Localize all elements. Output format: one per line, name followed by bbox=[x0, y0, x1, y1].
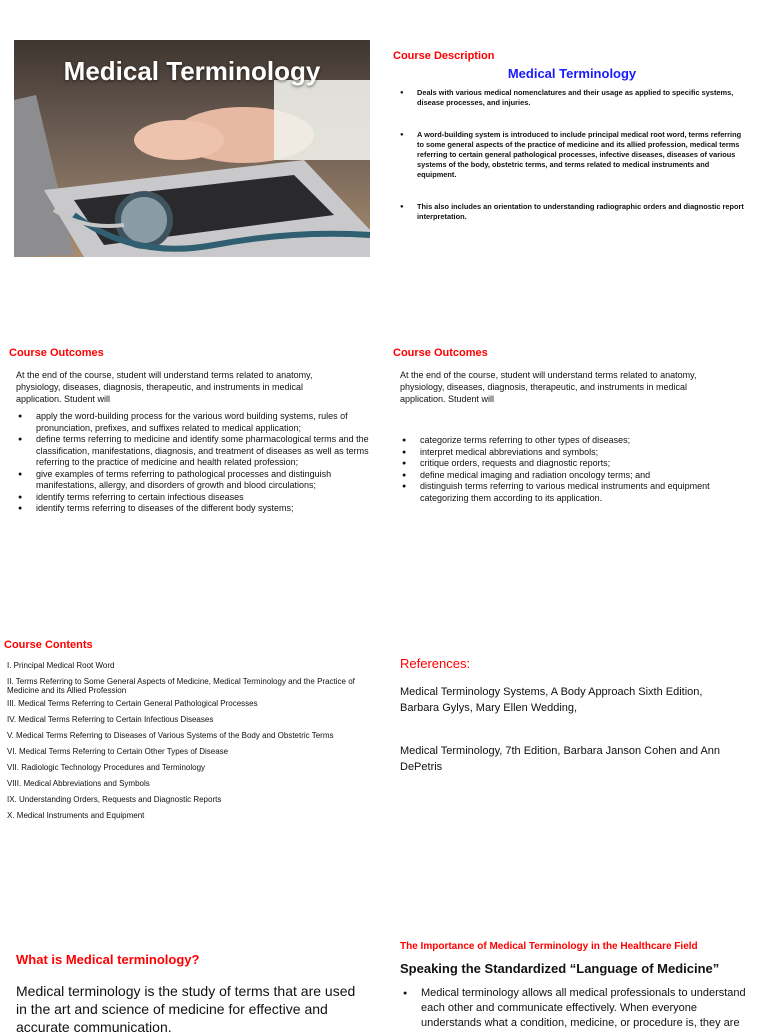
list-item: ● Deals with various medical nomenclatures and their usage as applied to specific systems, disease processes, and injuries. bbox=[397, 88, 749, 108]
importance-subheading: Speaking the Standardized “Language of Medicine” bbox=[400, 961, 720, 976]
list-item: ● categorize terms referring to other types of diseases; bbox=[398, 435, 738, 447]
list-item: X. Medical Instruments and Equipment bbox=[7, 811, 145, 820]
outcomes-right-list bbox=[398, 435, 738, 504]
list-item: ● identify terms referring to certain infectious diseases bbox=[14, 492, 372, 504]
hero-image bbox=[14, 40, 370, 257]
list-item: VIII. Medical Abbreviations and Symbols bbox=[7, 779, 150, 788]
list-item: ● Medical terminology allows all medical professionals to understand each other and communicate effectively. When everyone understands what a condition, medicine, or procedure is, they are bbox=[399, 986, 754, 1031]
description-list bbox=[397, 88, 749, 222]
hero-title: Medical Terminology bbox=[63, 56, 321, 86]
contents-list bbox=[7, 661, 387, 821]
list-item: V. Medical Terms Referring to Diseases of Various Systems of the Body and Obstetric Terms bbox=[7, 731, 334, 740]
importance-heading: The Importance of Medical Terminology in the Healthcare Field bbox=[400, 941, 698, 952]
what-is-heading: What is Medical terminology? bbox=[16, 952, 200, 967]
outcomes-left-heading: Course Outcomes bbox=[9, 347, 104, 359]
list-item: II. Terms Referring to Some General Aspects of Medicine, Medical Terminology and the Practice of Medicine and its Allied Profession bbox=[7, 677, 355, 695]
outcomes-left-intro: At the end of the course, student will understand terms related to anatomy, physiology, diseases, diagnosis, therapeutic, and instruments in medical application. Student will bbox=[16, 370, 313, 404]
list-item: ● apply the word-building process for the various word building systems, rules of pronunciation, prefixes, and suffixes related to medical application; bbox=[14, 411, 372, 434]
outcomes-left-list bbox=[14, 411, 372, 515]
list-item: IV. Medical Terms Referring to Certain Infectious Diseases bbox=[7, 715, 214, 724]
references-heading: References: bbox=[400, 656, 471, 671]
list-item: ● define medical imaging and radiation oncology terms; and bbox=[398, 470, 738, 482]
outcomes-right-heading: Course Outcomes bbox=[393, 347, 488, 359]
list-item: III. Medical Terms Referring to Certain General Pathological Processes bbox=[7, 699, 258, 708]
list-item: VII. Radiologic Technology Procedures and Terminology bbox=[7, 763, 206, 772]
reference-item: Medical Terminology, 7th Edition, Barbara Janson Cohen and Ann DePetris bbox=[400, 745, 721, 773]
reference-item: Medical Terminology Systems, A Body Approach Sixth Edition, Barbara Gylys, Mary Ellen Wedding, bbox=[400, 686, 703, 714]
outcomes-right-intro: At the end of the course, student will understand terms related to anatomy, physiology, diseases, diagnosis, therapeutic, and instruments in medical application. Student will bbox=[400, 370, 697, 404]
list-item: ● A word-building system is introduced to include principal medical root word, terms referring to some general aspects of the practice of medicine and its allied profession, medical terms referring to certain general pathological processes, infective diseases, diseases of various systems of the body, obstetric terms, and terms related to medical instruments and equipment. bbox=[397, 130, 749, 180]
list-item: VI. Medical Terms Referring to Certain Other Types of Disease bbox=[7, 747, 229, 756]
list-item: IX. Understanding Orders, Requests and Diagnostic Reports bbox=[7, 795, 222, 804]
list-item: ● identify terms referring to diseases of the different body systems; bbox=[14, 503, 372, 515]
list-item: ● define terms referring to medicine and identify some pharmacological terms and the classification, manifestations, diagnosis, and treatment of diseases as well as terms referring to the practice of medicine and health related profession; bbox=[14, 434, 372, 469]
list-item: ● This also includes an orientation to understanding radiographic orders and diagnostic report interpretation. bbox=[397, 202, 749, 222]
description-heading: Course Description bbox=[393, 50, 495, 62]
description-subtitle: Medical Terminology bbox=[507, 66, 637, 81]
list-item: ● give examples of terms referring to pathological processes and distinguish manifestations, allergy, and disorders of growth and blood circulations; bbox=[14, 469, 372, 492]
list-item: I. Principal Medical Root Word bbox=[7, 661, 115, 670]
list-item: ● interpret medical abbreviations and symbols; bbox=[398, 447, 738, 459]
what-is-body: Medical terminology is the study of terms that are used in the art and science of medicine for effective and accurate communication. bbox=[16, 983, 356, 1035]
list-item: ● distinguish terms referring to various medical instruments and equipment categorizing them according to its application. bbox=[398, 481, 738, 504]
importance-list bbox=[399, 986, 754, 1031]
list-item: ● critique orders, requests and diagnostic reports; bbox=[398, 458, 738, 470]
contents-heading: Course Contents bbox=[4, 639, 93, 651]
